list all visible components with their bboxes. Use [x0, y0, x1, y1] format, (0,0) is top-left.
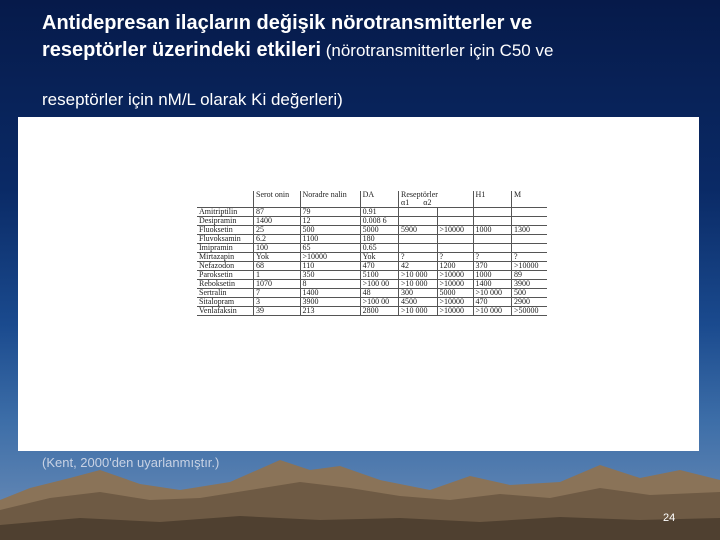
value-cell: 12	[300, 217, 360, 226]
slide-title	[42, 10, 702, 64]
value-cell	[399, 208, 437, 217]
value-cell	[473, 208, 511, 217]
value-cell: >10000	[437, 226, 473, 235]
drug-name-cell: İmipramin	[197, 244, 254, 253]
value-cell	[473, 235, 511, 244]
header-group-cell	[399, 191, 474, 208]
value-cell: Yok	[254, 253, 301, 262]
value-cell: 3	[254, 298, 301, 307]
value-cell: 2900	[512, 298, 547, 307]
value-cell: 110	[300, 262, 360, 271]
value-cell	[437, 208, 473, 217]
page-number: 24	[663, 512, 676, 524]
value-cell: 1400	[473, 280, 511, 289]
source-credit: (Kent, 2000'den uyarlanmıştır.)	[42, 455, 220, 470]
value-cell: 79	[300, 208, 360, 217]
value-cell: 3900	[300, 298, 360, 307]
value-cell: >100 00	[360, 280, 398, 289]
value-cell: 1100	[300, 235, 360, 244]
value-cell: ?	[473, 253, 511, 262]
value-cell: 42	[399, 262, 437, 271]
value-cell: 48	[360, 289, 398, 298]
drug-name-cell: Paroksetin	[197, 271, 254, 280]
value-cell: >10000	[437, 298, 473, 307]
title-line-3: reseptörler için nM/L olarak Ki değerleri)	[42, 90, 343, 109]
drug-name-cell: Sitalopram	[197, 298, 254, 307]
value-cell: 2800	[360, 307, 398, 316]
header-cell: M	[512, 191, 547, 208]
value-cell: 1400	[254, 217, 301, 226]
value-cell	[512, 235, 547, 244]
value-cell: 7	[254, 289, 301, 298]
antidepressant-table	[197, 191, 547, 316]
value-cell: >10000	[437, 271, 473, 280]
value-cell: 213	[300, 307, 360, 316]
value-cell: 1200	[437, 262, 473, 271]
drug-name-cell: Fluoksetin	[197, 226, 254, 235]
value-cell: >10000	[437, 280, 473, 289]
value-cell	[512, 208, 547, 217]
header-cell: Noradre nalin	[300, 191, 360, 208]
value-cell: 87	[254, 208, 301, 217]
value-cell: 1000	[473, 271, 511, 280]
value-cell: 8	[300, 280, 360, 289]
value-cell: >10000	[512, 262, 547, 271]
value-cell: 100	[254, 244, 301, 253]
header-cell: α2	[423, 198, 432, 207]
value-cell: 470	[360, 262, 398, 271]
value-cell: 350	[300, 271, 360, 280]
value-cell: 3900	[512, 280, 547, 289]
value-cell: >10000	[300, 253, 360, 262]
value-cell: >10 000	[473, 289, 511, 298]
drug-name-cell: Nefazodon	[197, 262, 254, 271]
drug-name-cell: Reboksetin	[197, 280, 254, 289]
value-cell: 39	[254, 307, 301, 316]
value-cell: 470	[473, 298, 511, 307]
header-cell: Serot onin	[254, 191, 301, 208]
value-cell: 5000	[437, 289, 473, 298]
value-cell: >10 000	[399, 307, 437, 316]
drug-name-cell: Desipramin	[197, 217, 254, 226]
value-cell: 0.65	[360, 244, 398, 253]
value-cell: 300	[399, 289, 437, 298]
drug-name-cell: Venlafaksin	[197, 307, 254, 316]
title-line-2-bold: reseptörler üzerindeki etkileri	[42, 39, 322, 61]
value-cell: 65	[300, 244, 360, 253]
value-cell: 500	[512, 289, 547, 298]
title-line-2	[42, 37, 702, 64]
title-line-1: Antidepresan ilaçların değişik nörotransmitterler ve	[42, 12, 533, 34]
value-cell	[437, 235, 473, 244]
value-cell: 180	[360, 235, 398, 244]
value-cell: >100 00	[360, 298, 398, 307]
value-cell: 89	[512, 271, 547, 280]
value-cell: 5900	[399, 226, 437, 235]
value-cell: 6.2	[254, 235, 301, 244]
table-header-row	[197, 191, 547, 208]
header-cell	[197, 191, 254, 208]
value-cell: 1000	[473, 226, 511, 235]
value-cell: ?	[399, 253, 437, 262]
value-cell	[399, 235, 437, 244]
header-cell: α1	[401, 198, 410, 207]
value-cell: 1300	[512, 226, 547, 235]
value-cell: 0.008 6	[360, 217, 398, 226]
drug-name-cell: Sertralin	[197, 289, 254, 298]
value-cell: >50000	[512, 307, 547, 316]
value-cell: 1070	[254, 280, 301, 289]
value-cell: 68	[254, 262, 301, 271]
value-cell: 1400	[300, 289, 360, 298]
value-cell: 5000	[360, 226, 398, 235]
value-cell: Yok	[360, 253, 398, 262]
value-cell: 4500	[399, 298, 437, 307]
header-cell: H1	[473, 191, 511, 208]
value-cell: 370	[473, 262, 511, 271]
header-cell: DA	[360, 191, 398, 208]
value-cell: >10 000	[473, 307, 511, 316]
value-cell: 500	[300, 226, 360, 235]
drug-name-cell: Mirtazapin	[197, 253, 254, 262]
value-cell: >10000	[437, 307, 473, 316]
value-cell: ?	[512, 253, 547, 262]
group-header-label: Reseptörler	[401, 190, 438, 199]
mountain-landscape	[0, 440, 720, 540]
table-row	[197, 307, 547, 316]
value-cell: ?	[437, 253, 473, 262]
value-cell: 1	[254, 271, 301, 280]
value-cell: 25	[254, 226, 301, 235]
drug-name-cell: Amitriptilin	[197, 208, 254, 217]
value-cell: >10 000	[399, 271, 437, 280]
drug-name-cell: Fluvoksamin	[197, 235, 254, 244]
value-cell: 5100	[360, 271, 398, 280]
value-cell: 0.91	[360, 208, 398, 217]
title-line-2-normal: (nörotransmitterler için C50 ve	[321, 41, 554, 60]
value-cell: >10 000	[399, 280, 437, 289]
